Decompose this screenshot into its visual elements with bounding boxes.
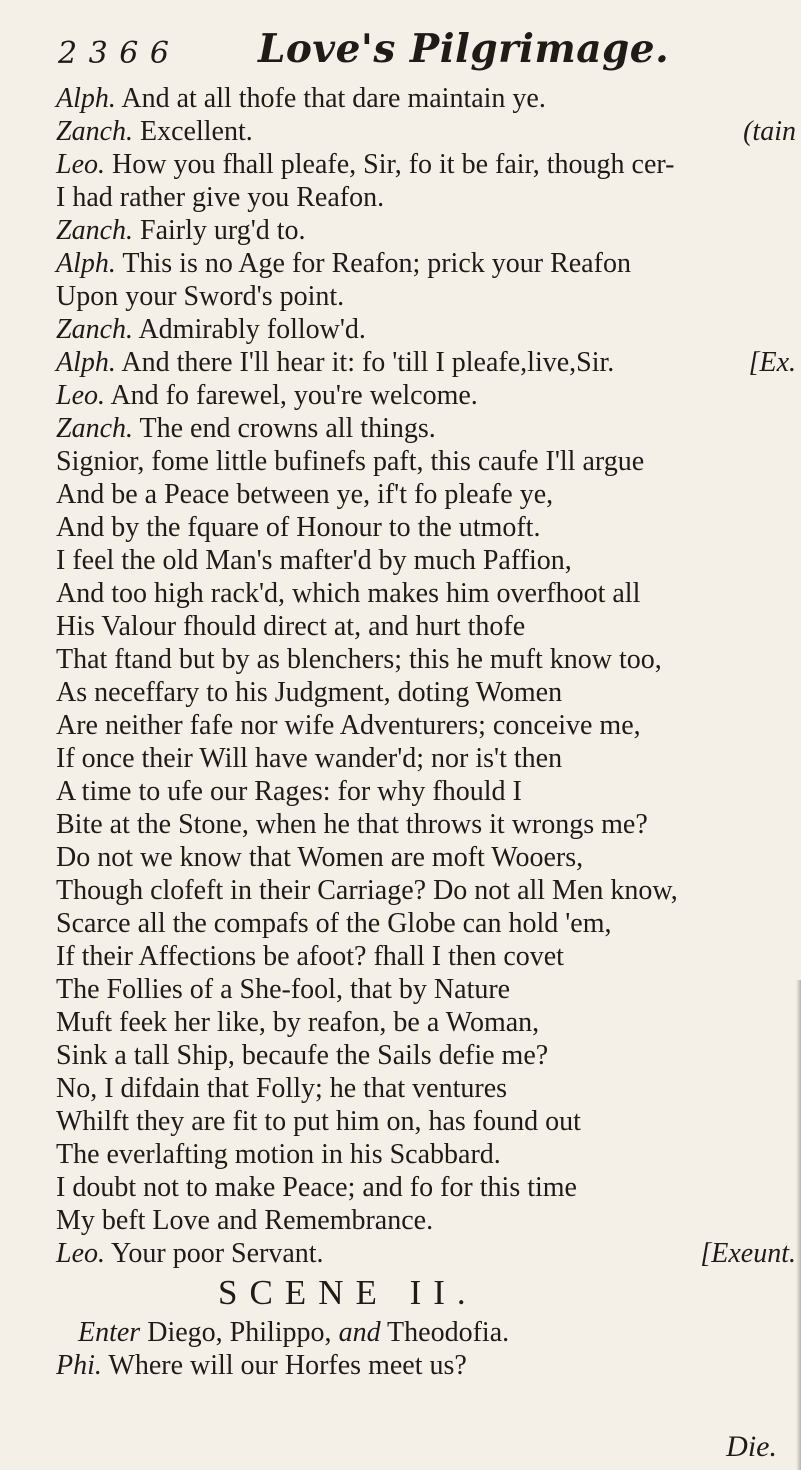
line-body [56,115,253,148]
line-body [56,973,510,1006]
dialogue-line [56,907,796,940]
line-text: That ftand but by as blenchers; this he muft know too, [56,644,662,675]
dialogue-line [56,1138,796,1171]
line-text: How you fhall pleafe, Sir, fo it be fair, though cer- [105,149,675,180]
dialogue-line-final [56,1349,796,1382]
line-text: And be a Peace between ye, if't fo pleafe ye, [56,479,554,510]
line-body [56,412,436,445]
line-body [56,742,562,775]
speaker-name: Zanch. [56,413,133,444]
line-body [56,676,562,709]
line-text: Are neither fafe nor wife Adventurers; conceive me, [56,710,641,741]
dialogue-line [56,1237,796,1270]
line-text: His Valour fhould direct at, and hurt thofe [56,611,526,642]
line-body [56,1006,539,1039]
play-text [56,82,796,1382]
dialogue-line [56,280,796,313]
line-text: This is no Age for Reafon; prick your Reafon [115,248,631,279]
dialogue-line [56,841,796,874]
line-text: Whilft they are fit to put him on, has found out [56,1106,581,1137]
line-text: And there I'll hear it: fo 'till I pleafe,live,Sir. [115,347,615,378]
page-number: 2 3 6 6 [58,36,170,71]
line-text: And fo farewel, you're welcome. [105,380,478,411]
dialogue-line [56,115,796,148]
line-text: Muft feek her like, by reafon, be a Woman, [56,1007,540,1038]
line-body [56,445,644,478]
line-body [56,379,478,412]
dialogue-line [56,1204,796,1237]
dialogue-line [56,610,796,643]
page-header [0,18,801,78]
dialogue-line [56,82,796,115]
dialogue-line [56,577,796,610]
line-text: Your poor Servant. [105,1238,324,1269]
line-body [56,1039,548,1072]
speaker-name: Leo. [56,1238,105,1269]
speaker-name: Zanch. [56,314,133,345]
speaker-name: Leo. [56,380,105,411]
dialogue-line [56,808,796,841]
line-text: Upon your Sword's point. [56,281,345,312]
dialogue-line [56,148,796,181]
line-body [56,478,553,511]
line-text: Signior, fome little bufinefs paft, this caufe I'll argue [56,446,645,477]
line-body [56,907,612,940]
dialogue-line [56,676,796,709]
dialogue-line [56,346,796,379]
line-body [56,1105,581,1138]
line-text: The end crowns all things. [133,413,436,444]
dialogue-line [56,1105,796,1138]
line-body [56,544,572,577]
line-body [56,82,546,115]
speaker-name: Phi. [56,1350,102,1381]
dialogue-line [56,247,796,280]
dialogue-line [56,973,796,1006]
line-text: The Follies of a She-fool, that by Nature [56,974,511,1005]
line-text: Fairly urg'd to. [133,215,306,246]
line-body [56,1171,577,1204]
dialogue-line [56,214,796,247]
line-text: If once their Will have wander'd; nor is't then [56,743,563,774]
line-text: Admirably follow'd. [133,314,366,345]
dialogue-line [56,544,796,577]
line-text: A time to ufe our Rages: for why fhould I [56,776,522,807]
scene-heading: SCENE II. [218,1273,478,1312]
line-body [56,841,583,874]
line-text: Sink a tall Ship, becaufe the Sails defie me? [56,1040,549,1071]
line-body [56,181,384,214]
line-body [56,1072,507,1105]
line-text: As neceffary to his Judgment, doting Women [56,677,563,708]
line-body [56,775,522,808]
line-body [56,247,631,280]
line-text: I had rather give you Reafon. [56,182,385,213]
line-body [56,709,641,742]
stage-direction-names-1: Diego, Philippo, [140,1317,339,1348]
dialogue-line [56,742,796,775]
dialogue-line [56,478,796,511]
line-text: Though clofeft in their Carriage? Do not all Men know, [56,875,678,906]
dialogue-line [56,313,796,346]
line-text: The everlafting motion in his Scabbard. [56,1139,501,1170]
dialogue-line [56,181,796,214]
stage-direction-enter: Enter [78,1317,141,1348]
line-body [56,148,674,181]
line-text: And at all thofe that dare maintain ye. [115,83,546,114]
speaker-name: Zanch. [56,215,133,246]
dialogue-line [56,1072,796,1105]
margin-note: [Ex. [748,347,796,378]
margin-note: (tain [743,116,796,147]
stage-direction-names-2: Theodofia. [380,1317,510,1348]
line-text: My beft Love and Remembrance. [56,1205,434,1236]
dialogue-line [56,412,796,445]
dialogue-line [56,874,796,907]
line-text: No, I difdain that Folly; he that ventures [56,1073,508,1104]
line-text: If their Affections be afoot? fhall I then covet [56,941,564,972]
speaker-name: Leo. [56,149,105,180]
line-body [56,511,540,544]
line-body [56,1204,433,1237]
line-text: Excellent. [133,116,253,147]
running-title: Love's Pilgrimage. [258,26,670,72]
margin-note: [Exeunt. [700,1238,796,1269]
line-text: And too high rack'd, which makes him overfhoot all [56,578,641,609]
line-body [56,643,662,676]
speaker-name: Alph. [56,347,116,378]
dialogue-line [56,1171,796,1204]
dialogue-line [56,940,796,973]
dialogue-line [56,775,796,808]
dialogue-lines [56,82,796,1270]
speaker-name: Alph. [56,83,116,114]
dialogue-line [56,511,796,544]
line-body [56,313,366,346]
line-body [56,1138,501,1171]
line-text: Do not we know that Women are moft Wooers, [56,842,584,873]
line-text: Scarce all the compafs of the Globe can hold 'em, [56,908,612,939]
line-body [56,808,648,841]
line-body [56,1237,324,1270]
line-text: And by the fquare of Honour to the utmoft. [56,512,541,543]
dialogue-line [56,709,796,742]
line-body [56,577,640,610]
stage-direction [56,1316,796,1349]
line-body [56,214,306,247]
stage-direction-and: and [338,1317,381,1348]
line-text: I feel the old Man's mafter'd by much Paffion, [56,545,572,576]
catchword: Die. [726,1430,777,1463]
line-text: I doubt not to make Peace; and fo for this time [56,1172,577,1203]
line-body [56,610,525,643]
line-text: Where will our Horfes meet us? [101,1350,467,1381]
speaker-name: Alph. [56,248,116,279]
line-body [56,874,678,907]
dialogue-line [56,643,796,676]
speaker-name: Zanch. [56,116,133,147]
line-body [56,280,344,313]
page-edge-shadow [796,980,801,1470]
dialogue-line [56,1006,796,1039]
line-text: Bite at the Stone, when he that throws it wrongs me? [56,809,648,840]
dialogue-line [56,1039,796,1072]
line-body [56,346,614,379]
dialogue-line [56,445,796,478]
dialogue-line [56,379,796,412]
line-body [56,940,564,973]
